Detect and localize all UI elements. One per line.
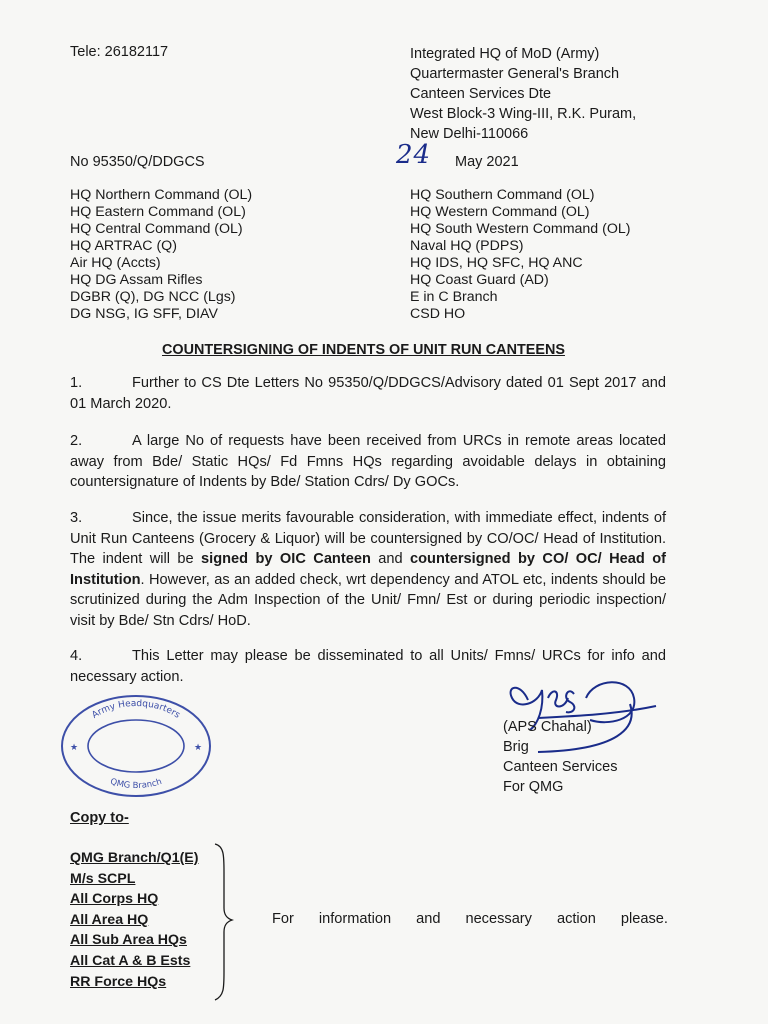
- paragraph-emphasis: countersigned by CO/ OC/ Head of Institution: [70, 551, 666, 588]
- paragraph-emphasis: signed by OIC Canteen: [201, 551, 371, 567]
- paragraph-text: Further to CS Dte Letters No 95350/Q/DDGCS/Advisory dated 01 Sept 2017 and 01 March 2020.: [70, 375, 666, 412]
- addressee: HQ South Western Command (OL): [410, 221, 631, 237]
- action-word: action: [556, 911, 596, 927]
- signature-block: [503, 717, 617, 797]
- copy-to-item: All Sub Area HQs: [70, 932, 187, 949]
- addressee: Air HQ (Accts): [70, 255, 161, 271]
- right-brace: [212, 842, 234, 1002]
- copy-to-heading: Copy to-: [70, 810, 129, 826]
- paragraph-text: . However, as an added check, wrt dependency and ATOL etc, indents should be scrutinized during the Adm Inspection of the Unit/ Fmn/ Est or during periodic inspection/ visit by Bde/ Stn Cdrs/ HoD.: [70, 571, 666, 629]
- copy-to-item: RR Force HQs: [70, 973, 167, 990]
- stamp-text-top: Army Headquarters: [90, 698, 182, 721]
- address-line: New Delhi-110066: [410, 126, 529, 142]
- paragraph-number: 1.: [70, 375, 83, 391]
- official-stamp: [56, 690, 216, 802]
- addressee: HQ Southern Command (OL): [410, 187, 595, 203]
- address-line: Quartermaster General's Branch: [410, 66, 620, 82]
- addressees-left: [70, 187, 252, 323]
- address-line: Canteen Services Dte: [410, 86, 552, 102]
- addressee: CSD HO: [410, 306, 466, 322]
- address-line: West Block-3 Wing-III, R.K. Puram,: [410, 106, 637, 122]
- paragraph-1: [70, 373, 666, 414]
- svg-text:★: ★: [70, 743, 79, 753]
- paragraph-number: 4.: [70, 648, 83, 664]
- action-word: necessary: [465, 911, 532, 927]
- paragraph-3: [70, 508, 666, 631]
- addressee: HQ Coast Guard (AD): [410, 272, 549, 288]
- paragraph-2: [70, 431, 666, 493]
- copy-to-item: QMG Branch/Q1(E): [70, 850, 199, 866]
- addressees-right: [410, 187, 631, 323]
- paragraph-number: 2.: [70, 433, 83, 449]
- signatory-department: Canteen Services: [503, 759, 618, 775]
- addressee: HQ Northern Command (OL): [70, 187, 253, 203]
- paragraph-text: A large No of requests have been received from URCs in remote areas located away from Bde/ Static HQs/ Fd Fmns HQs regarding avoidable delays in obtaining countersignature of Indents by Bde/ Station Cdrs/ Dy GOCs.: [70, 433, 666, 490]
- addressee: HQ IDS, HQ SFC, HQ ANC: [410, 255, 583, 271]
- addressee: DGBR (Q), DG NCC (Lgs): [70, 289, 236, 305]
- signatory-for: For QMG: [503, 779, 564, 795]
- signatory-name: (APS Chahal): [503, 719, 592, 735]
- addressee: HQ Eastern Command (OL): [70, 204, 246, 220]
- addressee: HQ Western Command (OL): [410, 204, 590, 220]
- copy-to-item: All Area HQ: [70, 911, 149, 928]
- addressee: HQ DG Assam Rifles: [70, 272, 203, 288]
- action-word: For: [272, 911, 294, 927]
- paragraph-text: This Letter may please be disseminated to all Units/ Fmns/ URCs for info and necessary action.: [70, 648, 666, 685]
- telephone-line: Tele: 26182117: [70, 44, 169, 60]
- paragraph-text: and: [370, 551, 411, 567]
- signatory-rank: Brig: [503, 739, 529, 755]
- addressee: HQ ARTRAC (Q): [70, 238, 177, 254]
- copy-to-item: All Corps HQ: [70, 891, 159, 908]
- action-word: and: [416, 911, 441, 927]
- addressee: Naval HQ (PDPS): [410, 238, 524, 254]
- paragraph-text: Since, the issue merits favourable consideration, with immediate effect, indents of Unit Run Canteens (Grocery & Liquor) will be countersigned by CO/OC/ Head of Institution. The indent will be: [70, 510, 666, 567]
- svg-text:Army Headquarters: [90, 699, 182, 721]
- action-word: information: [318, 911, 392, 927]
- svg-text:QMG Branch: [109, 777, 163, 791]
- address-line: Integrated HQ of MoD (Army): [410, 46, 600, 62]
- action-word: please.: [620, 911, 668, 927]
- copy-to-item: M/s SCPL: [70, 870, 136, 887]
- copy-to-item: All Cat A & B Ests: [70, 952, 191, 969]
- addressee: DG NSG, IG SFF, DIAV: [70, 306, 218, 322]
- addressee: HQ Central Command (OL): [70, 221, 243, 237]
- addressee: E in C Branch: [410, 289, 498, 305]
- sender-address: [410, 44, 636, 144]
- svg-text:★: ★: [194, 743, 203, 753]
- copy-to-list: [70, 848, 199, 992]
- paragraph-number: 3.: [70, 510, 83, 526]
- stamp-text-bottom: QMG Branch: [108, 776, 164, 792]
- reference-number: No 95350/Q/DDGCS: [70, 154, 205, 170]
- handwritten-date-day: 24: [396, 140, 432, 170]
- subject-heading: COUNTERSIGNING OF INDENTS OF UNIT RUN CANTEENS: [162, 342, 565, 358]
- action-line: [272, 911, 668, 927]
- date-month-year: May 2021: [455, 154, 519, 170]
